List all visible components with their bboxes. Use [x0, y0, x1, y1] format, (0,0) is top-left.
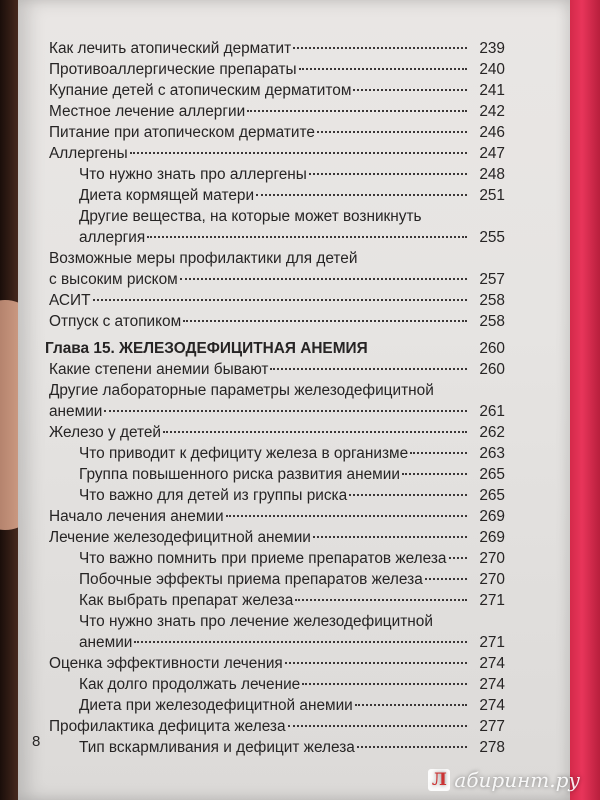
toc-entry [49, 143, 505, 164]
toc-leader-dots [355, 704, 467, 706]
toc-page-number: 260 [479, 340, 505, 357]
toc-leader-dots [93, 299, 467, 301]
toc-leader-dots [353, 89, 467, 91]
toc-page-number: 269 [479, 529, 505, 546]
toc-entry-title: Лечение железодефицитной анемии [49, 529, 311, 546]
toc-leader-dots [295, 599, 467, 601]
toc-entry-title: Что нужно знать про лечение железодефицитной [79, 613, 433, 630]
toc-leader-dots [425, 578, 467, 580]
toc-entry-title-cont: анемии [49, 403, 103, 420]
toc-chapter-heading [45, 338, 505, 359]
toc-entry [59, 611, 505, 653]
toc-entry [49, 38, 505, 59]
toc-entry [59, 590, 505, 611]
toc-leader-dots [302, 683, 467, 685]
toc-page-number: 258 [479, 292, 505, 309]
toc-entry [49, 101, 505, 122]
toc-entry [49, 653, 505, 674]
toc-page-number: 260 [479, 361, 505, 378]
toc-page-number: 265 [479, 466, 505, 483]
toc-leader-dots [226, 515, 467, 517]
watermark-logo: Л [428, 769, 450, 791]
toc-entry [49, 716, 505, 737]
toc-entry-title: Начало лечения анемии [49, 508, 224, 525]
toc-entry-title: Противоаллергические препараты [49, 61, 297, 78]
toc-page-number: 265 [479, 487, 505, 504]
toc-page-number: 251 [479, 187, 505, 204]
toc-entry [59, 695, 505, 716]
toc-entry [59, 164, 505, 185]
table-of-contents [45, 38, 505, 758]
watermark [428, 768, 580, 792]
toc-page-number: 247 [479, 145, 505, 162]
book-cover-edge [570, 0, 600, 800]
toc-leader-dots [313, 536, 467, 538]
toc-entry [59, 206, 505, 248]
watermark-text: абиринт.ру [454, 768, 580, 792]
toc-entry-title: Глава 15. ЖЕЛЕЗОДЕФИЦИТНАЯ АНЕМИЯ [45, 340, 368, 357]
toc-page-number: 257 [479, 271, 505, 288]
toc-page-number: 248 [479, 166, 505, 183]
toc-entry [59, 443, 505, 464]
toc-page-number: 263 [479, 445, 505, 462]
toc-entry-title-cont: аллергия [79, 229, 146, 246]
toc-entry [49, 527, 505, 548]
toc-leader-dots [285, 662, 467, 664]
toc-page-number: 255 [479, 229, 505, 246]
toc-leader-dots [299, 68, 467, 70]
toc-leader-dots [317, 131, 467, 133]
toc-entry [49, 311, 505, 332]
toc-entry-title-cont: анемии [79, 634, 133, 651]
toc-leader-dots [130, 152, 467, 154]
toc-page-number: 278 [479, 739, 505, 756]
toc-page-number: 240 [479, 61, 505, 78]
toc-entry [59, 185, 505, 206]
toc-entry-title: Другие лабораторные параметры железодефицитной [49, 382, 434, 399]
toc-page-number: 258 [479, 313, 505, 330]
toc-leader-dots [449, 557, 468, 559]
toc-entry-title: Железо у детей [49, 424, 162, 441]
toc-entry-title-cont: с высоким риском [49, 271, 178, 288]
toc-entry-title: Местное лечение аллергии [49, 103, 246, 120]
toc-entry-title: Диета кормящей матери [79, 187, 255, 204]
toc-entry-title: Оценка эффективности лечения [49, 655, 283, 672]
toc-entry [49, 380, 505, 422]
toc-page-number: 262 [479, 424, 505, 441]
book-page [18, 0, 570, 800]
toc-page-number: 261 [479, 403, 505, 420]
toc-entry-title: Питание при атопическом дерматите [49, 124, 315, 141]
toc-leader-dots [180, 278, 467, 280]
toc-entry-title: Диета при железодефицитной анемии [79, 697, 353, 714]
toc-entry [49, 506, 505, 527]
toc-leader-dots [256, 194, 467, 196]
toc-entry-title: Как выбрать препарат железа [79, 592, 294, 609]
toc-leader-dots [357, 746, 467, 748]
toc-page-number: 242 [479, 103, 505, 120]
toc-leader-dots [288, 725, 467, 727]
toc-entry [49, 80, 505, 101]
toc-entry-title: Побочные эффекты приема препаратов железа [79, 571, 423, 588]
toc-entry-title: Как долго продолжать лечение [79, 676, 301, 693]
toc-page-number: 271 [479, 634, 505, 651]
toc-leader-dots [104, 410, 467, 412]
page-number: 8 [32, 733, 41, 750]
toc-entry-title: Купание детей с атопическим дерматитом [49, 82, 352, 99]
toc-entry-title: Тип вскармливания и дефицит железа [79, 739, 355, 756]
toc-page-number: 274 [479, 655, 505, 672]
toc-entry-title: Что важно помнить при приеме препаратов железа [79, 550, 447, 567]
toc-page-number: 246 [479, 124, 505, 141]
toc-entry-title: Что нужно знать про аллергены [79, 166, 307, 183]
toc-entry-title: Другие вещества, на которые может возникнуть [79, 208, 422, 225]
toc-entry [59, 674, 505, 695]
toc-leader-dots [309, 173, 467, 175]
toc-page-number: 274 [479, 697, 505, 714]
toc-leader-dots [349, 494, 467, 496]
toc-leader-dots [247, 110, 467, 112]
toc-entry-title: Что важно для детей из группы риска [79, 487, 348, 504]
toc-entry-title: Отпуск с атопиком [49, 313, 182, 330]
toc-page-number: 270 [479, 571, 505, 588]
toc-leader-dots [147, 236, 467, 238]
toc-page-number: 271 [479, 592, 505, 609]
toc-page-number: 239 [479, 40, 505, 57]
toc-entry-title: Возможные меры профилактики для детей [49, 250, 358, 267]
toc-page-number: 277 [479, 718, 505, 735]
toc-entry [59, 569, 505, 590]
toc-entry [49, 248, 505, 290]
toc-page-number: 269 [479, 508, 505, 525]
toc-leader-dots [410, 452, 467, 454]
toc-entry [49, 122, 505, 143]
toc-page-number: 274 [479, 676, 505, 693]
toc-leader-dots [183, 320, 467, 322]
toc-leader-dots [293, 47, 467, 49]
toc-entry-title: Аллергены [49, 145, 128, 162]
toc-entry [49, 359, 505, 380]
toc-entry [49, 290, 505, 311]
toc-entry [59, 737, 505, 758]
toc-page-number: 241 [479, 82, 505, 99]
toc-entry-title: Что приводит к дефициту железа в организме [79, 445, 409, 462]
toc-entry [49, 422, 505, 443]
toc-entry-title: Группа повышенного риска развития анемии [79, 466, 400, 483]
toc-entry [49, 59, 505, 80]
toc-leader-dots [270, 368, 467, 370]
toc-leader-dots [402, 473, 467, 475]
toc-entry [59, 485, 505, 506]
toc-leader-dots [163, 431, 467, 433]
toc-entry [59, 548, 505, 569]
toc-entry [59, 464, 505, 485]
toc-page-number: 270 [479, 550, 505, 567]
toc-entry-title: АСИТ [49, 292, 91, 309]
toc-entry-title: Профилактика дефицита железа [49, 718, 286, 735]
toc-entry-title: Какие степени анемии бывают [49, 361, 269, 378]
toc-leader-dots [134, 641, 467, 643]
toc-entry-title: Как лечить атопический дерматит [49, 40, 292, 57]
